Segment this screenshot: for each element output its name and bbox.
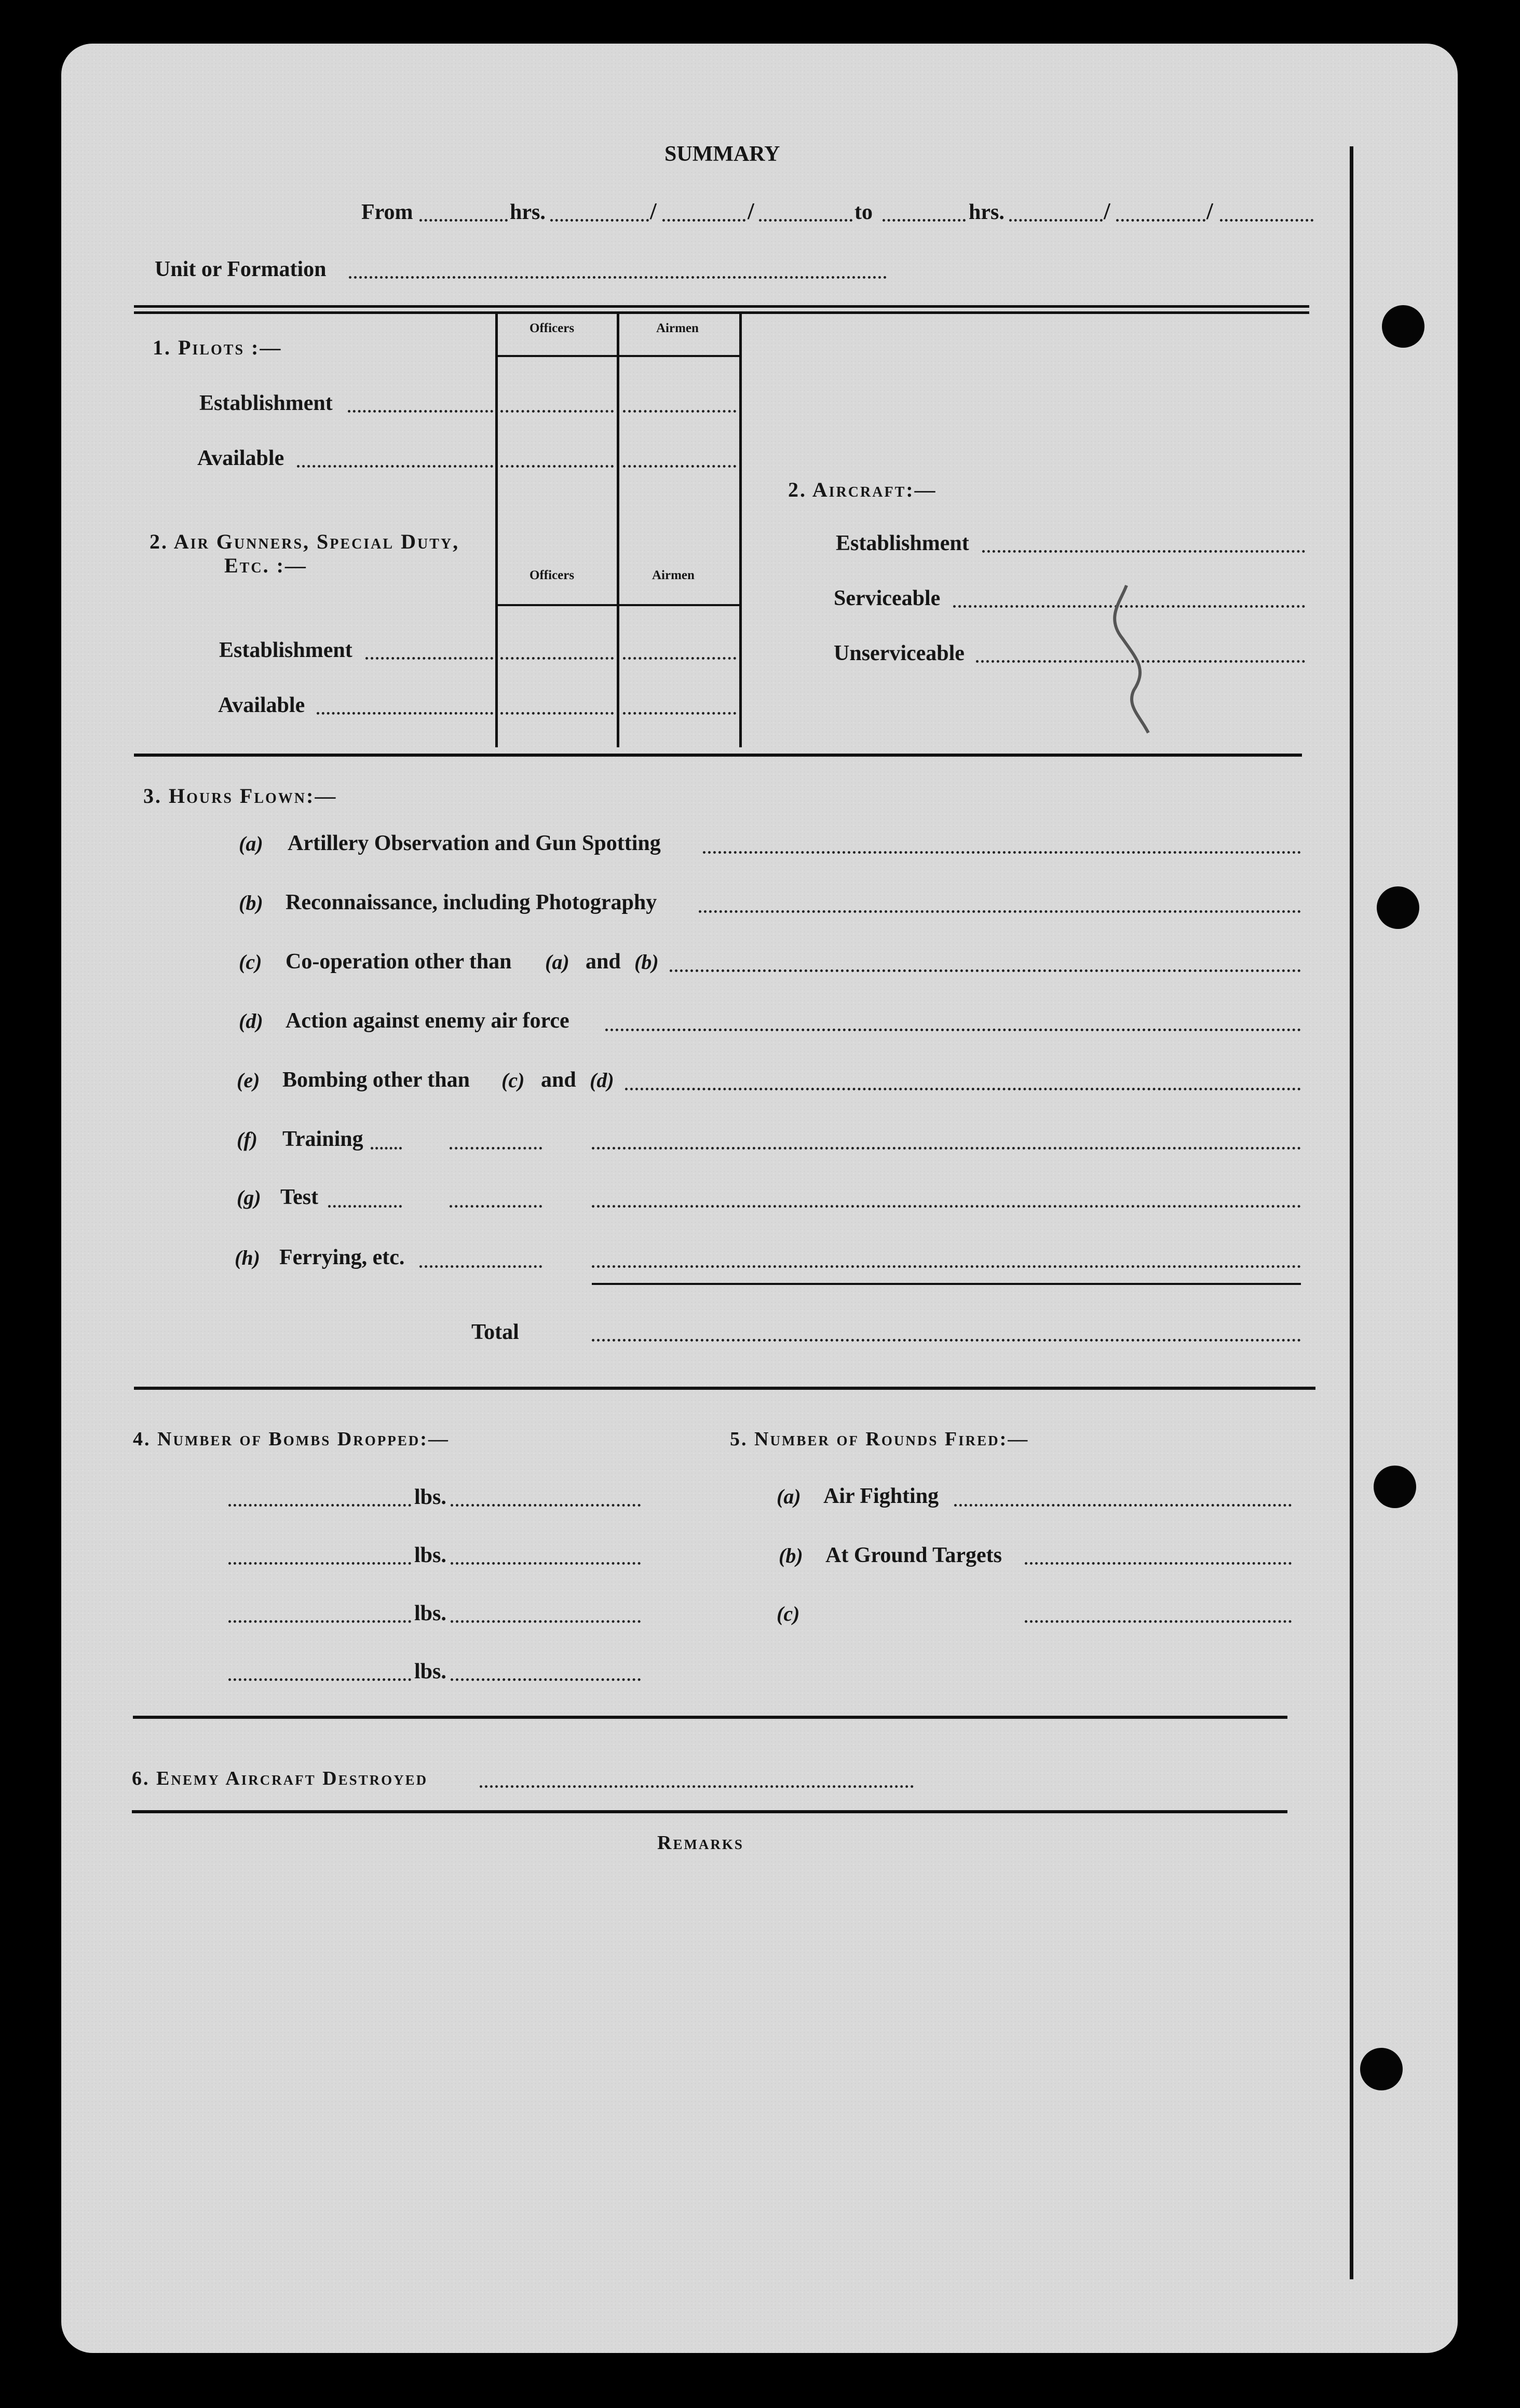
pilots-establishment-officers-field[interactable] [500, 410, 614, 413]
hours-f-field-2[interactable] [592, 1147, 1301, 1150]
bombs-unit-4: lbs. [414, 1660, 446, 1684]
gunners-available-airmen-field[interactable] [623, 712, 736, 715]
hours-f-field-1[interactable] [450, 1147, 542, 1150]
slash-3: / [1104, 198, 1110, 224]
section-rule-2 [134, 1387, 1315, 1390]
slash-1: / [650, 198, 657, 224]
to-month-field[interactable] [1220, 219, 1313, 222]
table-col-line-2 [617, 311, 619, 747]
hours-f-letter: (f) [237, 1128, 257, 1151]
remarks-heading: Remarks [657, 1832, 744, 1854]
aircraft-unserviceable-label: Unserviceable [834, 641, 965, 665]
section-rule-1 [134, 754, 1302, 757]
hours-total-label: Total [471, 1320, 519, 1344]
hours-c-ref-b: (b) [634, 950, 659, 974]
slash-4: / [1206, 198, 1213, 224]
punch-hole-1 [1382, 305, 1424, 348]
pilots-available-airmen-field[interactable] [623, 465, 736, 468]
gunners-available-label: Available [218, 693, 305, 717]
hours-b-text: Reconnaissance, including Photography [286, 891, 657, 914]
table-col-line-1 [495, 311, 498, 747]
hours-b-letter: (b) [239, 891, 263, 914]
gunners-establishment-officers-field[interactable] [500, 657, 614, 660]
header-rule-1 [134, 305, 1309, 308]
hours-d-letter: (d) [239, 1009, 263, 1033]
gunners-establishment-airmen-field[interactable] [623, 657, 736, 660]
from-day-field[interactable] [662, 219, 745, 222]
hours-a-text: Artillery Observation and Gun Spotting [288, 831, 661, 855]
punch-hole-3 [1374, 1466, 1416, 1508]
remarks-area[interactable] [133, 1868, 1288, 2263]
hours-d-text: Action against enemy air force [286, 1009, 569, 1033]
hours-h-dots [419, 1265, 542, 1268]
pilots-header-line [497, 355, 740, 357]
hours-c-text: Co-operation other than [286, 950, 512, 974]
bombs-count-2[interactable] [451, 1562, 641, 1565]
hours-e-ref-c: (c) [501, 1069, 525, 1092]
pilots-establishment-airmen-field[interactable] [623, 410, 736, 413]
pilots-available-dots [297, 465, 493, 468]
gunners-establishment-label: Establishment [219, 638, 352, 662]
hours-heading: 3. Hours Flown:— [143, 784, 337, 808]
hours-e-and: and [541, 1068, 576, 1092]
bombs-count-1[interactable] [451, 1504, 641, 1507]
hours-f-text: Training [282, 1127, 363, 1151]
bombs-unit-1: lbs. [414, 1485, 446, 1509]
hours-h-text: Ferrying, etc. [279, 1246, 405, 1269]
hours-g-text: Test [280, 1185, 319, 1209]
hours-g-field-1[interactable] [450, 1205, 542, 1208]
to-day-field[interactable] [1116, 219, 1205, 222]
aircraft-heading: 2. Aircraft:— [788, 478, 937, 501]
punch-hole-2 [1377, 886, 1419, 929]
bombs-unit-3: lbs. [414, 1602, 446, 1625]
gunners-officers-header: Officers [530, 568, 575, 582]
unit-label: Unit or Formation [155, 257, 327, 281]
hours-a-field[interactable] [703, 851, 1301, 854]
punch-hole-4 [1360, 2048, 1403, 2090]
header-rule-2 [134, 311, 1309, 314]
from-month-field[interactable] [759, 219, 852, 222]
pilots-officers-header: Officers [530, 321, 575, 335]
hours-e-text: Bombing other than [282, 1068, 470, 1092]
bombs-heading: 4. Number of Bombs Dropped:— [133, 1428, 450, 1450]
rounds-b-text: At Ground Targets [825, 1543, 1002, 1567]
aircraft-establishment-label: Establishment [836, 531, 969, 555]
section-rule-4 [132, 1810, 1287, 1813]
pilots-heading: 1. Pilots :— [153, 336, 282, 359]
hours-e-letter: (e) [237, 1069, 260, 1092]
hours-h-field[interactable] [592, 1265, 1301, 1268]
hours-g-dots [328, 1205, 402, 1208]
bombs-field-4[interactable] [228, 1678, 411, 1681]
slash-2: / [748, 198, 754, 224]
from-label: From [361, 200, 413, 224]
rounds-b-letter: (b) [779, 1544, 803, 1567]
hours-b-field[interactable] [699, 910, 1301, 913]
to-field[interactable] [883, 219, 966, 222]
hours-g-field-2[interactable] [592, 1205, 1301, 1208]
form-title: SUMMARY [664, 142, 780, 166]
hours-c-field[interactable] [670, 969, 1301, 972]
gunners-airmen-header: Airmen [652, 568, 695, 582]
hours-c-letter: (c) [239, 950, 262, 974]
enemy-label: 6. Enemy Aircraft Destroyed [132, 1768, 428, 1789]
hours-e-ref-d: (d) [590, 1069, 614, 1092]
bombs-count-3[interactable] [451, 1620, 641, 1623]
from-hrs-field[interactable] [550, 219, 649, 222]
rounds-c-field[interactable] [1025, 1620, 1292, 1623]
gunners-heading-line1: 2. Air Gunners, Special Duty, [150, 530, 460, 553]
unit-field[interactable] [349, 276, 887, 279]
rounds-a-text: Air Fighting [823, 1484, 939, 1508]
to-label: to [854, 200, 873, 224]
stray-string-mark [1090, 581, 1163, 737]
gunners-establishment-dots [365, 657, 493, 660]
rounds-heading: 5. Number of Rounds Fired:— [730, 1428, 1029, 1450]
bombs-field-3[interactable] [228, 1620, 411, 1623]
pilots-airmen-header: Airmen [656, 321, 699, 335]
rounds-a-field[interactable] [954, 1504, 1292, 1507]
bombs-count-4[interactable] [451, 1678, 641, 1681]
rounds-a-letter: (a) [777, 1485, 801, 1508]
from-field[interactable] [419, 219, 508, 222]
hrs-label-1: hrs. [510, 200, 546, 224]
gunners-available-dots [317, 712, 493, 715]
aircraft-serviceable-label: Serviceable [834, 586, 941, 610]
rounds-c-letter: (c) [777, 1602, 800, 1625]
hrs-label-2: hrs. [969, 200, 1005, 224]
pilots-establishment-label: Establishment [199, 391, 333, 415]
hours-e-field[interactable] [625, 1088, 1301, 1090]
enemy-field[interactable] [480, 1785, 914, 1788]
bombs-field-2[interactable] [228, 1562, 411, 1565]
to-hrs-field[interactable] [1009, 219, 1103, 222]
rounds-b-field[interactable] [1025, 1562, 1292, 1565]
bombs-unit-2: lbs. [414, 1543, 446, 1567]
section-rule-3 [133, 1716, 1287, 1719]
margin-rule [1350, 146, 1353, 2279]
hours-c-ref-a: (a) [545, 950, 569, 974]
pilots-available-officers-field[interactable] [500, 465, 614, 468]
aircraft-establishment-field[interactable] [982, 550, 1305, 553]
hours-d-field[interactable] [605, 1029, 1301, 1031]
bombs-field-1[interactable] [228, 1504, 411, 1507]
hours-c-and: and [586, 950, 621, 974]
hours-subtotal-line [592, 1283, 1301, 1285]
hours-a-letter: (a) [239, 832, 263, 855]
pilots-establishment-dots [348, 410, 493, 413]
gunners-heading-line2: Etc. :— [224, 554, 307, 577]
hours-g-letter: (g) [237, 1186, 261, 1209]
hours-h-letter: (h) [235, 1246, 260, 1269]
table-col-line-3 [739, 311, 742, 747]
gunners-header-line [497, 604, 740, 606]
hours-f-dots [371, 1147, 402, 1150]
hours-total-field[interactable] [592, 1339, 1301, 1342]
pilots-available-label: Available [197, 446, 284, 470]
gunners-available-officers-field[interactable] [500, 712, 614, 715]
